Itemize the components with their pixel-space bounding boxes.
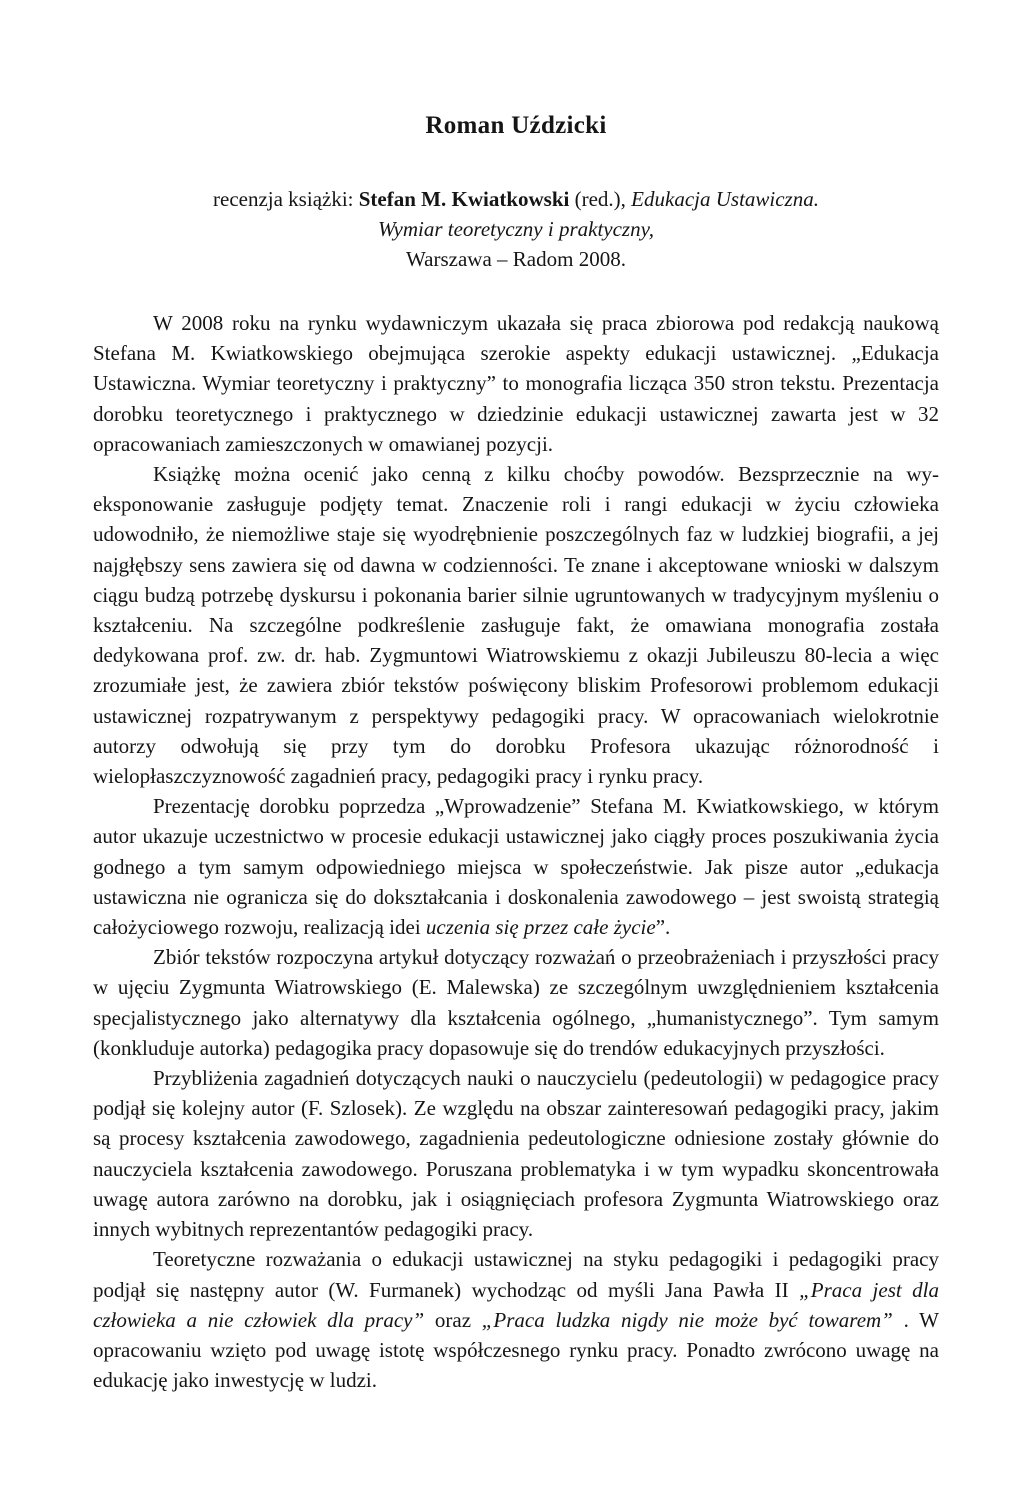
italic-quote: „Praca jest dla człowieka a nie człowiek dla pracy” bbox=[93, 1277, 939, 1332]
citation-line-2 bbox=[93, 214, 939, 244]
book-author: Stefan M. Kwiatkowski bbox=[358, 187, 570, 211]
body-paragraph bbox=[93, 1063, 939, 1244]
review-body bbox=[93, 308, 939, 1395]
paragraph-text: oraz bbox=[424, 1307, 482, 1332]
editor-suffix: (red.), bbox=[569, 187, 632, 211]
page-content bbox=[93, 112, 939, 1395]
paragraph-text: ”. bbox=[655, 915, 671, 940]
paragraph-text: W 2008 roku na rynku wydawniczym ukazała się praca zbiorowa pod redakcją naukową Stefana M. Kwiatkowskiego obejmująca szerokie aspekty edukacji ustawicznej. „Edukacja Ustawiczna. Wymiar teoretyczny i praktyczny” to monografia licząca 350 stron tekstu. Prezentacja dorobku teoretycznego i praktycznego w dziedzinie edukacji ustawicznej zawarta jest w 32 opracowaniach zamieszczonych w omawianej pozycji. bbox=[93, 311, 939, 456]
body-paragraph bbox=[93, 942, 939, 1063]
body-paragraph bbox=[93, 1244, 939, 1395]
review-author: Roman Uździcki bbox=[425, 112, 607, 139]
body-paragraph bbox=[93, 459, 939, 791]
book-title-part1: Edukacja Ustawiczna. bbox=[631, 187, 819, 211]
body-paragraph bbox=[93, 791, 939, 942]
citation-line-1 bbox=[93, 184, 939, 214]
book-citation bbox=[93, 184, 939, 274]
citation-prefix: recenzja książki: bbox=[213, 187, 359, 211]
paragraph-text: Książkę można ocenić jako cenną z kilku choćby powodów. Bezsprzecznie na wyeksponowanie zasługuje podjęty temat. Znaczenie roli i rangi edukacji w życiu człowieka udowodniło, że niemożliwe staje się wyodrębnienie poszczególnych faz w ludzkiej biografii, a jej najgłębszy sens zawiera się od dawna w codzienności. Te znane i akceptowane wnioski w dalszym ciągu budzą potrzebę dyskursu i pokonania barier silnie ugruntowanych w tradycyjnym myśleniu o kształceniu. Na szczególne podkreślenie zasługuje fakt, że omawiana monografia została dedykowana prof. zw. dr. hab. Zygmuntowi Wiatrowskiemu z okazji Jubileuszu 80-lecia a więc zrozumiałe jest, że zawiera zbiór tekstów poświęcony bliskim Profesorowi problemom edukacji ustawicznej rozpatrywanym z perspektywy pedagogiki pracy. W opracowaniach wielokrotnie autorzy odwołują się przy tym do dorobku Profesora ukazując różnorodność i wielopłaszczyznowość zagadnień pracy, pedagogiki pracy i rynku pracy. bbox=[93, 462, 939, 789]
paragraph-text: Teoretyczne rozważania o edukacji ustawicznej na styku pedagogiki i pedagogiki pracy podjął się następny autor (W. Furmanek) wychodząc od myśli Jana Pawła II bbox=[93, 1247, 939, 1302]
paragraph-text: . W opracowaniu wzięto pod uwagę istotę współczesnego rynku pracy. Ponadto zwrócono uwagę na edukację jako inwestycję w ludzi. bbox=[93, 1307, 939, 1393]
body-paragraph bbox=[93, 308, 939, 459]
paragraph-text: Przybliżenia zagadnień dotyczących nauki o nauczycielu (pedeutologii) w pedagogice pracy podjął się kolejny autor (F. Szlosek). Ze względu na obszar zainteresowań pedagogiki pracy, jakim są procesy kształcenia zawodowego, zagadnienia pedeutologiczne odniesione zostały głównie do nauczyciela kształcenia zawodowego. Poruszana problematyka i w tym wypadku skoncentrowała uwagę autora zarówno na dorobku, jak i osiągnięciach profesora Zygmunta Wiatrowskiego oraz innych wybitnych reprezentantów pedagogiki pracy. bbox=[93, 1066, 939, 1242]
citation-line-3: Warszawa – Radom 2008. bbox=[406, 247, 626, 271]
italic-quote: „Praca ludzka nigdy nie może być towarem” bbox=[481, 1307, 893, 1332]
paragraph-text: Zbiór tekstów rozpoczyna artykuł dotyczący rozważań o przeobrażeniach i przyszłości pracy w ujęciu Zygmunta Wiatrowskiego (E. Malewska) ze szczególnym uwzględnieniem kształcenia specjalistycznego jako alternatywy dla kształcenia ogólnego, „humanistycznego”. Tym samym (konkluduje autorka) pedagogika pracy dopasowuje się do trendów edukacyjnych przyszłości. bbox=[93, 945, 939, 1060]
italic-quote: uczenia się przez całe życie bbox=[425, 915, 656, 940]
paragraph-text: Prezentację dorobku poprzedza „Wprowadzenie” Stefana M. Kwiatkowskiego, w którym autor ukazuje uczestnictwo w procesie edukacji ustawicznej jako ciągły proces poszukiwania życia godnego a tym samym odpowiedniego miejsca w społeczeństwie. Jak pisze autor „edukacja ustawiczna nie ogranicza się do dokształcania i doskonalenia zawodowego – jest swoistą strategią całożyciowego rozwoju, realizacją idei bbox=[93, 794, 939, 940]
book-title-part2: Wymiar teoretyczny i praktyczny, bbox=[377, 217, 655, 241]
